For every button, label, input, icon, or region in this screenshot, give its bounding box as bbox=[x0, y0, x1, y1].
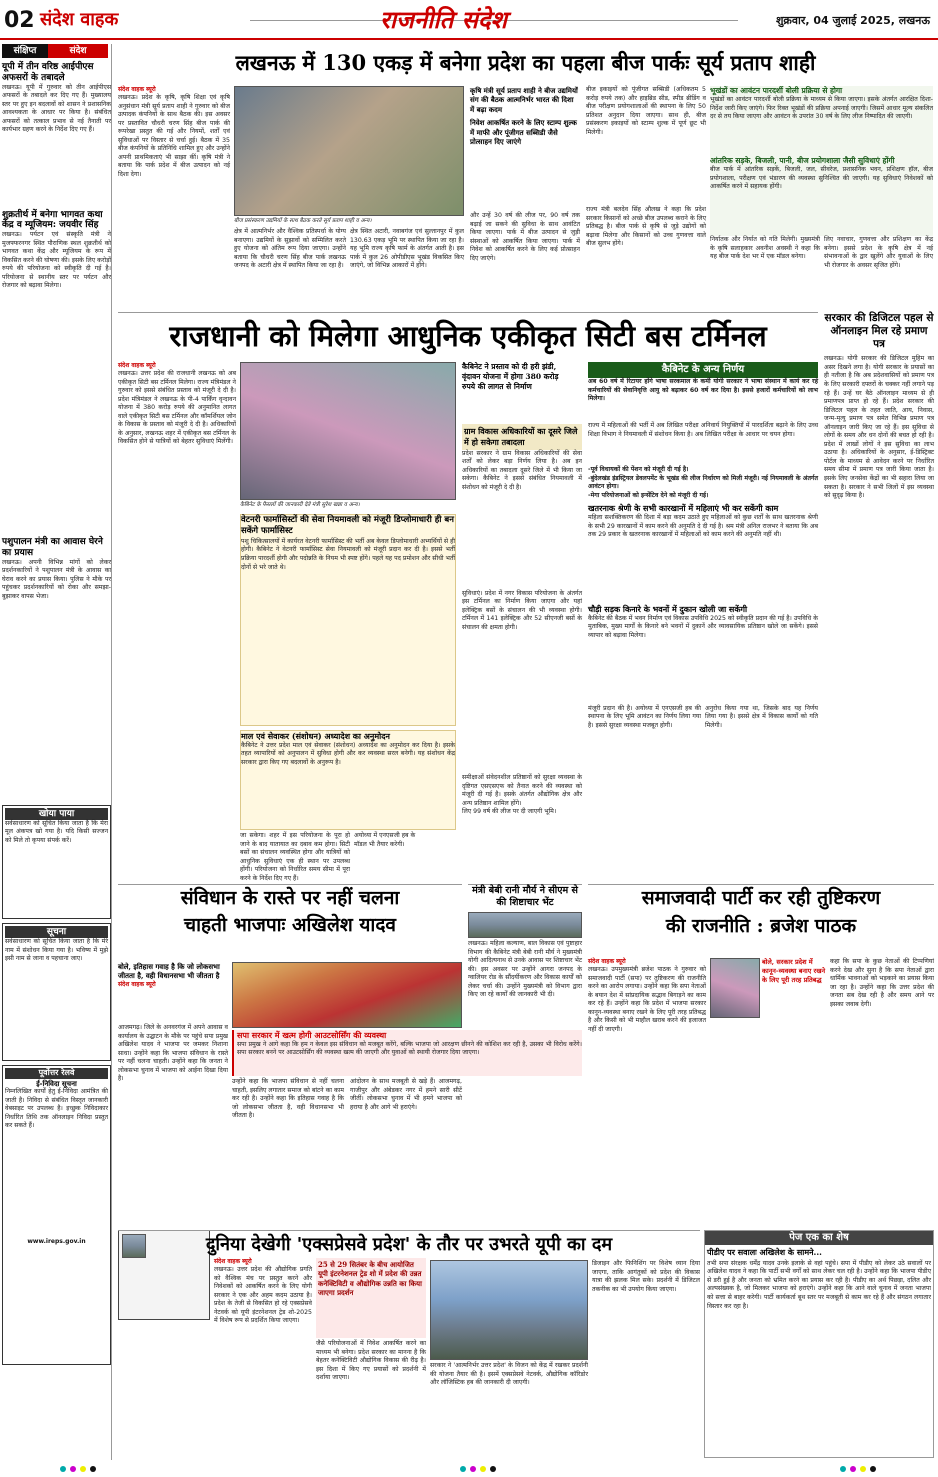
railway-tender-box bbox=[2, 1065, 111, 1365]
cabinet-p2: राज्य में महिलाओं की भर्ती में अब लिखित परीक्षा अनिवार्य नियुक्तियों में पारदर्शिता बढ़ाने के लिए उच्च शिक्षा विभाग ने नियमावली में संशोधन किया है। अब लिखित परीक्षा के आधार पर चयन होगा। bbox=[588, 422, 820, 438]
pathak-byline: संदेश वाहक ब्यूरो bbox=[588, 958, 626, 965]
reg-dot-cyan bbox=[60, 1466, 66, 1472]
story1-body6: राज्य मंत्री बलदेव सिंह औलख ने कहा कि प्रदेश सरकार किसानों को अच्छे बीज उपलब्ध कराने के लिए प्रतिबद्ध है। बीज पार्क से कृषि से जुड़े उद्योगों को बढ़ावा मिलेगा और किसानों को उच्च गुणवत्ता वाले बीज सुलभ होंगे। bbox=[586, 206, 708, 248]
expressway-headline: दुनिया देखेगी 'एक्सप्रेसवे प्रदेश' के तौर पर उभरते यूपी का दम bbox=[205, 1234, 613, 1255]
sidebox-2-body: बीज पार्क में आंतरिक सड़कें, बिजली, जल, सीवरेज, प्रशासनिक भवन, प्रशिक्षण हॉल, बीज प्रयोगशाला, परीक्षण एवं भंडारण की व्यवस्था सुनिश्चित की जाएगी। यह सुविधाएं निवेशकों को आकर्षित करने में सहायक होंगी। bbox=[710, 166, 935, 191]
reg-dot-magenta bbox=[70, 1466, 76, 1472]
story1-col2 bbox=[234, 228, 346, 308]
pathak-col1 bbox=[588, 958, 706, 1226]
story1-bullet-1: कृषि मंत्री सूर्य प्रताप शाही ने बीज उद्यमियों संग की बैठक आत्मनिर्भर भारत की दिशा में बढ़ा कदम bbox=[470, 86, 578, 114]
story1-headline: लखनऊ में 130 एकड़ में बनेगा प्रदेश का पहला बीज पार्कः सूर्य प्रताप शाही bbox=[235, 50, 816, 75]
story1-body5: बीज इकाइयों को पूंजीगत सब्सिडी (अधिकतम 5 करोड़ रुपये तक) और हाइब्रिड सीड, स्पीड ब्रीडिंग व बीज परीक्षण प्रयोगशालाओं की स्थापना के लिए 50 प्रतिशत अनुदान दिया जाएगा। साथ ही, बीज प्रसंस्करण इकाइयों को स्टाम्प शुल्क में पूर्ण छूट भी मिलेगी। bbox=[586, 86, 708, 136]
expressway-col4 bbox=[592, 1260, 700, 1458]
continued-subhead: पीडीए पर सवालः अखिलेश के सामने... bbox=[707, 1247, 822, 1257]
pharma-body: पशु चिकित्सालयों में कार्यरत वेटनरी फार्मासिस्ट की भर्ती अब केवल डिप्लोमाधारी अभ्यर्थियों से ही होगी। कैबिनेट ने वेटनरी फार्मासिस्ट सेवा नियमावली को मंजूरी प्रदान कर दी है। इससे भर्ती प्रक्रिया पारदर्शी होगी और पदोन्नति के नियम भी स्पष्ट होंगे। पहले यह पद प्रमोशन और सीधी भर्ती दोनों से भरे जाते थे। bbox=[241, 537, 457, 571]
akhilesh-headline-area bbox=[118, 884, 462, 960]
story2-body1: लखनऊ। उत्तर प्रदेश की राजधानी लखनऊ को अब एकीकृत सिटी बस टर्मिनल मिलेगा। राज्य मंत्रिमंडल ने गुरुवार को इससे संबंधित प्रस्ताव को मंजूरी दे दी है। प्रदेश मंत्रिमंडल ने लखनऊ के पी-4 पार्किंग वृन्दावन योजना में 380 करोड़ रुपये की अनुमानित लागत वाले एकीकृत सिटी बस टर्मिनल और कॉमर्शियल जोन के विकास के प्रस्ताव को मंजूरी दे दी है। अधिकारियों के अनुसार, लखनऊ शहर में एकीकृत बस टर्मिनल के विकसित होने से यात्रियों को बेहतर सुविधाएं मिलेंगी। bbox=[118, 370, 238, 446]
pathak-headline-2: की राजनीति : ब्रजेश पाठक bbox=[665, 914, 857, 937]
cabinet-p6: महिला सशक्तिकरण की दिशा में बड़ा कदम उठाते हुए महिलाओं को कुछ शर्तों के साथ खतरनाक श्रेणी के सभी 29 कारखानों में काम करने की अनुमति दे दी गई है। श्रम मंत्री अनिल राजभर ने बताया कि अब तक 29 प्रकार के खतरनाक कारखानों में महिलाओं को काम करने की अनुमति नहीं थी। bbox=[588, 513, 820, 539]
pathak-quote: बोले, सरकार प्रदेश में कानून-व्यवस्था बनाए रखने के लिए पूरी तरह प्रतिबद्ध bbox=[762, 958, 826, 984]
story1-body3: क्षेत्र स्थित अटारी, नवाबगंज एवं सुल्तानपुर में कुल 130.63 एकड़ भूमि पर स्थापित किया जा रहा है। यह भूमि राज्य कृषि फार्म के अंतर्गत आती है। इस पार्क में कुल 26 ओपीडीएस भूखंड विकसित किए जाएंगे, जो विभिन्न आकारों में होंगे। bbox=[350, 228, 466, 270]
brief-1-headline: यूपी में तीन वरिष्ठ आईपीएस अफसरों के तबादले bbox=[2, 62, 94, 83]
expressway-body1: लखनऊ। उत्तर प्रदेश की औद्योगिक प्रगति को वैश्विक मंच पर प्रस्तुत करने और निवेशकों को आकर्षित करने के लिए योगी सरकार ने एक और अहम कदम उठाया है। प्रदेश के तेजी से विकसित हो रहे एक्सप्रेसवे नेटवर्क को यूपी इंटरनेशनल ट्रेड शो-2025 में विशेष रूप से प्रदर्शित किया जाएगा। bbox=[214, 1266, 314, 1325]
expressway-col1 bbox=[214, 1258, 312, 1458]
brand-name: संदेश वाहक bbox=[40, 9, 119, 30]
reg-dot-black-2 bbox=[490, 1466, 496, 1472]
akhilesh-headline-1: संविधान के रास्ते पर नहीं चलना bbox=[180, 887, 400, 909]
akhilesh-col1 bbox=[118, 1024, 228, 1226]
brief-tag bbox=[2, 44, 111, 58]
story1-col5 bbox=[586, 86, 706, 308]
akhilesh-col2 bbox=[232, 1078, 344, 1184]
gram-body2: समीक्षाओं संवेदनशील प्रतिष्ठानों को सुरक्षा व्यवस्था के दृष्टिगत एसएसएफ को तैनात करने की व्यवस्था को मंजूरी दी गई है। इसके अंतर्गत औद्योगिक क्षेत्र और अन्य प्रतिष्ठान शामिल होंगे। bbox=[462, 774, 584, 807]
pathak-photo bbox=[710, 958, 760, 1018]
expressway-col3 bbox=[430, 1362, 588, 1458]
story1-photo bbox=[234, 86, 464, 216]
cabinet-p6-head: खतरनाक श्रेणी के सभी कारखानों में महिलाएं भी कर सकेंगी काम bbox=[588, 503, 779, 514]
story1-bullet-2: निवेश आकर्षित करने के लिए स्टाम्प शुल्क में माफी और पूंजीगत सब्सिडी जैसे प्रोत्साहन दिए जाएंगे bbox=[470, 118, 577, 147]
story2-col2b bbox=[240, 832, 350, 880]
sidebox-1-body: भूखंडों का आवंटन पारदर्शी बोली प्रक्रिया के माध्यम से किया जाएगा। इसके अंतर्गत आरक्षित दिशा-निर्देश जारी किए जाएंगे। फिर रिक्त भूखंडों की प्रक्रिया अपनाई जाएगी। जिसमें आधार मूल्य संकलित दर से तय किया जाएगा और आवंटन के उपरांत 30 वर्ष के लिए लीज निष्पादित की जाएगी। bbox=[710, 96, 935, 121]
reg-dot-black-3 bbox=[870, 1466, 876, 1472]
pharma-headline: वेटनरी फार्मासिस्टों की सेवा नियमावली को मंजूरी डिप्लोमाधारी ही बन सकेंगे फार्मासिस्ट bbox=[241, 515, 455, 537]
baby-photo bbox=[468, 912, 582, 938]
brief-tag-1: संक्षिप्त bbox=[2, 44, 48, 58]
reg-dot-yellow-2 bbox=[480, 1466, 486, 1472]
akhilesh-headline-2: चाहती भाजपाः अखिलेश यादव bbox=[184, 913, 396, 936]
story2-headline: राजधानी को मिलेगा आधुनिक एकीकृत सिटी बस टर्मिनल bbox=[169, 319, 767, 353]
outsourcing-headline: सपा सरकार में खत्म होगी आउटसोर्सिंग की व्यवस्था bbox=[237, 1030, 387, 1040]
story2-bullet bbox=[462, 362, 570, 422]
story2-bottom: मॉडल भी तैयार करेगी। bbox=[354, 840, 405, 848]
pathak-body1: लखनऊ। उपमुख्यमंत्री ब्रजेश पाठक ने गुरुवार को समाजवादी पार्टी (सपा) पर तुष्टिकरण की राजनीति करने का आरोप लगाया। उन्होंने कहा कि सपा नेताओं के बयान देश में सांप्रदायिक सद्भाव बिगाड़ने का काम कर रहे हैं। उन्होंने कहा कि प्रदेश में भाजपा सरकार कानून-व्यवस्था बनाए रखने के लिए पूरी तरह प्रतिबद्ध है और किसी को भी माहौल खराब करने की इजाजत नहीं दी जाएगी। bbox=[588, 966, 708, 1033]
continued-box bbox=[704, 1230, 934, 1458]
cabinet-p7-head: चौड़ी सड़क किनारे के भवनों में दुकान खोली जा सकेंगी bbox=[588, 603, 748, 614]
brief-3-body: लखनऊ। अपनी विभिन्न मांगों को लेकर प्रदर्शनकारियों ने पशुपालन मंत्री के आवास का घेराव करने का प्रयास किया। पुलिस ने मौके पर पहुंचकर प्रदर्शनकारियों को रोका और समझा-बुझाकर वापस भेजा। bbox=[2, 558, 113, 600]
brief-tag-2: संदेश bbox=[48, 44, 108, 58]
akhilesh-bullet: बोले, इतिहास गवाह है कि जो लोकसभा जीतता है, वही विधानसभा भी जीतता है bbox=[118, 962, 220, 981]
brief-2-body: लखनऊ। पर्यटन एवं संस्कृति मंत्री ने मुजफ्फरनगर स्थित पौराणिक स्थल शुक्रतीर्थ को भागवत कथा केंद्र और म्यूजियम के रूप में विकसित करने की घोषणा की। इसके लिए करोड़ों रुपये की परियोजना को स्वीकृति दी गई है। परियोजना से स्थानीय स्तर पर पर्यटन और रोजगार को बढ़ावा मिलेगा। bbox=[2, 231, 113, 290]
railway-subtitle: ई-निविदा सूचना bbox=[36, 1078, 77, 1088]
reg-dot-yellow-3 bbox=[860, 1466, 866, 1472]
reg-dot-black bbox=[90, 1466, 96, 1472]
akhilesh-body2: उन्होंने कहा कि भाजपा संविधान से नहीं चलना चाहती, इसलिए लगातार समाज को बांटने का काम कर रही है। उन्होंने कहा कि इतिहास गवाह है कि जो लोकसभा जीतता है, वही विधानसभा भी जीतता है। bbox=[232, 1078, 346, 1120]
baby-body: लखनऊ। महिला कल्याण, बाल विकास एवं पुष्टाहार विभाग की कैबिनेट मंत्री बेबी रानी मौर्य ने मुख्यमंत्री योगी आदित्यनाथ से उनके आवास पर शिष्टाचार भेंट की। इस अवसर पर उन्होंने आगरा जनपद के ग्वालियर रोड के सौंदर्यीकरण और विकास कार्यों को लेकर चर्चा की। उन्होंने मुख्यमंत्री को विभाग द्वारा किए जा रहे कार्यों की जानकारी भी दी। bbox=[468, 940, 584, 999]
pathak-headline-area bbox=[588, 884, 934, 956]
digital-body: लखनऊ। योगी सरकार की डिजिटल मुहिम का असर दिखने लगा है। योगी सरकार के प्रयासों का ही नतीजा है कि अब प्रदेशवासियों को प्रमाण पत्र के लिए सरकारी दफ्तरों के चक्कर नहीं लगाने पड़ रहे हैं। उन्हें घर बैठे ऑनलाइन माध्यम से ही प्रमाणपत्र प्राप्त हो रहे हैं। प्रदेश सरकार की डिजिटल पहल के तहत जाति, आय, निवास, जन्म-मृत्यु प्रमाण पत्र समेत विभिन्न प्रमाण पत्र ऑनलाइन जारी किए जा रहे हैं। इस सुविधा से लोगों के समय और धन दोनों की बचत हो रही है। प्रदेश में लाखों लोगों ने इस सुविधा का लाभ उठाया है। अधिकारियों के अनुसार, ई-डिस्ट्रिक्ट पोर्टल के माध्यम से आवेदन करने पर निर्धारित समय सीमा में प्रमाण पत्र जारी किया जाता है। इसके लिए जनसेवा केंद्रों का भी सहारा लिया जा सकता है। सरकार ने सभी जिलों में इस व्यवस्था को सुदृढ़ किया है। bbox=[824, 355, 936, 500]
story2-col1 bbox=[118, 362, 236, 880]
akhilesh-col3 bbox=[350, 1078, 462, 1184]
digital-column bbox=[824, 312, 934, 880]
left-column bbox=[2, 44, 112, 1460]
reg-dot-cyan-3 bbox=[840, 1466, 846, 1472]
story2-body2: जा सकेगा। शहर में इस परियोजना के पूरा हो जाने के बाद यातायात का दबाव कम होगा। सिटी बसों का संचालन व्यवस्थित होगा और यात्रियों को आधुनिक सुविधाएं एक ही स्थान पर उपलब्ध होंगी। परियोजना को निर्धारित समय सीमा में पूरा करने के निर्देश दिए गए हैं। bbox=[240, 832, 352, 882]
story1-body2: क्षेत्र में आत्मनिर्भर और वैश्विक प्रतिस्पर्धा के योग्य बनाएगा। उद्यमियों के सुझावों को सम्मिलित करते हुए योजना को अंतिम रूप दिया जाएगा। उन्होंने बताया कि चौधरी चरण सिंह बीज पार्क लखनऊ जनपद के अटारी क्षेत्र में स्थापित किया जा रहा है। bbox=[234, 228, 348, 270]
cabinet-p7: कैबिनेट की बैठक में भवन निर्माण एवं विकास उपविधि 2025 को स्वीकृति प्रदान की गई है। उपविधि के मुताबिक, मुख्य मार्गों के किनारे बने भवनों में दुकानें और व्यावसायिक प्रतिष्ठान खोले जा सकेंगे। इससे व्यापार को बढ़ावा मिलेगा। bbox=[588, 614, 820, 639]
page-number: 02 bbox=[4, 8, 35, 33]
brief-2-headline: शुक्रतीर्थ में बनेगा भागवत कथा केंद्र व म्यूजियम: जयवीर सिंह bbox=[2, 209, 103, 231]
pathak-quote-box bbox=[762, 958, 826, 1018]
story1-body7: निर्यातक और निर्यात को गति मिलेगी। मुख्यमंत्री के कृषि सलाहकार अवनीश अवस्थी ने कहा कि यह बीज पार्क देश भर में एक मॉडल बनेगा। bbox=[710, 236, 822, 261]
gram-column bbox=[462, 424, 582, 772]
gram-body: प्रदेश सरकार ने ग्राम विकास अधिकारियों की सेवा शर्तों को लेकर बड़ा निर्णय लिया है। अब इन अधिकारियों का तबादला दूसरे जिले में भी किया जा सकेगा। कैबिनेट ने इससे संबंधित नियमावली में संशोधन को मंजूरी दे दी है। bbox=[462, 449, 584, 491]
lost-found-box bbox=[2, 805, 111, 919]
section-title: राजनीति संदेश bbox=[380, 5, 507, 34]
cabinet-p5: -मेगा परियोजनाओं को इन्सेंटिव देने को मंजूरी दी गई। bbox=[588, 491, 709, 499]
expressway-headline-area bbox=[118, 1230, 700, 1258]
expressway-bullet-box bbox=[316, 1258, 426, 1338]
akhilesh-body1: आजमगढ़। जिले के अनवरगंज में अपने आवास व कार्यालय के उद्घाटन के मौके पर पहुंचे सपा प्रमुख अखिलेश यादव ने भाजपा पर जमकर निशाना साधा। उन्होंने कहा कि भाजपा संविधान के रास्ते पर नहीं चलना चाहती। उन्होंने कहा कि जनता ने लोकसभा चुनाव में भाजपा को आईना दिखा दिया है। bbox=[118, 1024, 230, 1083]
pathak-col2 bbox=[830, 958, 934, 1226]
story2-body3: सुविधाएं। प्रदेश में नगर विकास परियोजना के अंतर्गत इस टर्मिनल का निर्माण किया जाएगा और यहां इलेक्ट्रिक बसों के संचालन की भी व्यवस्था होगी। टर्मिनल में 141 इलेक्ट्रिक और 52 सीएनजी बसों के संचालन की क्षमता होगी। bbox=[462, 589, 584, 631]
expressway-byline: संदेश वाहक ब्यूरो bbox=[214, 1258, 252, 1265]
story1-body4: और उन्हें 30 वर्ष की लीज पर, 90 वर्ष तक बढ़ाई जा सकने की सुविधा के साथ आवंटित किया जाएगा। पार्क में बीज उत्पादन से जुड़ी संस्थाओं को आकर्षित किया जाएगा। पार्क में निवेश को आकर्षित करने के लिए कई प्रोत्साहन दिए जाएंगे। bbox=[470, 212, 582, 262]
reg-dot-yellow bbox=[80, 1466, 86, 1472]
reg-dot-magenta-3 bbox=[850, 1466, 856, 1472]
continued-body: तभी सपा संरक्षक धर्मेंद्र यादव उनके इलाके से वहां पहुंचे। सपा में पीडीए को लेकर उठे सवालों पर अखिलेश यादव ने कहा कि पार्टी सभी वर्गों को साथ लेकर चल रही है। उन्होंने कहा कि भाजपा पीडीए से डरी हुई है और जनता को भ्रमित करने का प्रयास कर रही है। पीडीए का अर्थ पिछड़ा, दलित और अल्पसंख्यक है, जो मिलकर भाजपा को हराएंगे। उन्होंने कहा कि आने वाले चुनाव में जनता भाजपा को सत्ता से बाहर करेगी। पार्टी कार्यकर्ता बूथ स्तर पर मजबूती से काम कर रहे हैं और संगठन लगातार विस्तार कर रहा है। bbox=[707, 1259, 933, 1310]
gram-body2-col bbox=[462, 774, 582, 880]
sidebox-1-headline: भूखंडों का आवंटन पारदर्शी बोली प्रक्रिया से होगा bbox=[710, 86, 843, 95]
story2-headline-area bbox=[118, 312, 818, 360]
expressway-bullet: 25 से 29 सितंबर के बीच आयोजित यूपी इंटरनेशनल ट्रेड शो में प्रदेश की उन्नत कनेक्टिविटी व औद्योगिक उन्नति का किया जाएगा प्रदर्शन bbox=[318, 1260, 422, 1298]
story1-bullets bbox=[470, 86, 580, 212]
cabinet-column bbox=[588, 362, 821, 880]
story1-caption: बीज प्रसंस्करण उद्यमियों के साथ बैठक करते सूर्य प्रताप शाही व अन्य। bbox=[234, 218, 372, 224]
pathak-headline-1: समाजवादी पार्टी कर रही तुष्टिकरण bbox=[641, 887, 881, 909]
brief-1-body: लखनऊ। यूपी में गुरुवार को तीन आईपीएस अफसरों के तबादले कर दिए गए हैं। मुख्यालय स्तर पर हुए इन बदलावों को शासन ने प्रशासनिक आवश्यकता के आधार पर किया है। संबंधित अफसरों को तत्काल प्रभाव से नई तैनाती पर कार्यभार ग्रहण करने के निर्देश दिए गए हैं। bbox=[2, 83, 113, 134]
expressway-col2 bbox=[316, 1340, 426, 1458]
notice-box bbox=[2, 923, 111, 1061]
cabinet-title: कैबिनेट के अन्य निर्णय bbox=[588, 362, 818, 378]
baby-col bbox=[468, 940, 582, 1028]
cabinet-cols bbox=[588, 705, 818, 731]
expressway-photo bbox=[430, 1260, 588, 1360]
outsourcing-body: सपा प्रमुख ने आगे कहा कि हम न केवल इस संविधान को मजबूत करेंगे, बल्कि भाजपा जो आरक्षण छीनने की कोशिश कर रही है, उसका भी विरोध करेंगे। सपा सरकार बनने पर आउटसोर्सिंग की व्यवस्था खत्म की जाएगी और युवाओं को स्थायी रोजगार दिया जाएगा। bbox=[237, 1040, 584, 1057]
baby-headline: मंत्री बेबी रानी मौर्य ने सीएम से की शिष्टाचार भेंट bbox=[472, 885, 578, 909]
gst-headline: माल एवं सेवाकर (संशोधन) अध्यादेश का अनुमोदन bbox=[241, 731, 390, 741]
lost-found-body: सर्वसाधारण को सूचित किया जाता है कि मेरा मूल अंकपत्र खो गया है। यदि किसी सज्जन को मिले तो कृपया संपर्क करें। bbox=[5, 819, 110, 845]
masthead bbox=[0, 0, 938, 40]
expressway-body2: जैसे परियोजनाओं में निवेश आकर्षित करने का माध्यम भी बनेगा। प्रदेश सरकार का मानना है कि बेहतर कनेक्टिविटी औद्योगिक विकास की रीढ़ है। इस दिशा में किए गए प्रयासों को प्रदर्शनी में दर्शाया जाएगा। bbox=[316, 1340, 428, 1382]
story2-byline: संदेश वाहक ब्यूरो bbox=[118, 362, 156, 369]
expressway-body4: डिजाइन और फिनिशिंग पर विशेष ध्यान दिया जाएगा, ताकि आगंतुकों को प्रदेश की विकास यात्रा की झलक मिल सके। प्रदर्शनी में डिजिटल तकनीक का भी उपयोग किया जाएगा। bbox=[592, 1260, 702, 1293]
railway-website: www.ireps.gov.in bbox=[27, 1238, 86, 1246]
sidebox-2-headline: आंतरिक सड़के, बिजली, पानी, बीज प्रयोगशाला जैसी सुविधाएं होंगी bbox=[710, 156, 895, 166]
gst-body: कैबिनेट ने उत्तर प्रदेश माल एवं सेवाकर (संशोधन) अध्यादेश का अनुमोदन कर दिया है। इसके तहत व्यापारियों को अनुपालन में सुविधा होगी और कर व्यवस्था सरल बनेगी। यह संशोधन केंद्र सरकार द्वारा किए गए बदलावों के अनुरूप है। bbox=[241, 741, 457, 766]
notice-title: सूचना bbox=[5, 926, 108, 938]
akhilesh-body3: आंदोलन के साथ मजबूती से खड़े हैं। आजमगढ़, गाजीपुर और अंबेडकर नगर में हमने सारी सीटें जीतीं। लोकसभा चुनाव में भी हमने भाजपा को हराया है और आगे भी हराएंगे। bbox=[350, 1078, 464, 1111]
story1-col6 bbox=[710, 236, 820, 308]
story1-body8: लिए नवाचार, गुणवत्ता और प्रशिक्षण का केंद्र बनेगा। इससे प्रदेश के कृषि क्षेत्र में नई संभावनाओं के द्वार खुलेंगे और युवाओं के लिए भी रोजगार के अवसर सृजित होंगे। bbox=[824, 236, 935, 269]
cabinet-p8: मंजूरी प्रदान की है। अयोध्या में एनएसजी हब की स्थापना के लिए भूमि आवंटन का निर्णय लिया गया है। इससे सुरक्षा व्यवस्था मजबूत होगी। bbox=[588, 704, 703, 729]
cabinet-p3: -पूर्व विधायकों की पेंशन को मंजूरी दी गई है। bbox=[588, 466, 689, 473]
digital-headline: सरकार की डिजिटल पहल से ऑनलाइन मिल रहे प्रमाण पत्र bbox=[824, 312, 934, 351]
cabinet-p9: अनुरोध किया गया था, जिसके बाद यह निर्णय लिया गया है। इससे क्षेत्र में विकास कार्यों को गति मिलेगी। bbox=[705, 704, 820, 729]
story1-col7 bbox=[824, 236, 933, 308]
cabinet-p4: -बुंदेलखंड इंडस्ट्रियल डेवलपमेंट के भूखंड की लीज निर्धारण को मिली मंजूरी। नई नियमावली के अंतर्गत आवंटन होगा। bbox=[588, 474, 821, 491]
railway-body: निम्नलिखित कार्यों हेतु ई-निविदा आमंत्रित की जाती है। निविदा से संबंधित विस्तृत जानकारी वेबसाइट पर उपलब्ध है। इच्छुक निविदाकार निर्धारित तिथि तक ऑनलाइन निविदा प्रस्तुत कर सकते हैं। bbox=[5, 1088, 110, 1130]
story2-ayodhya-text: अयोध्या में एनएसजी हब के bbox=[354, 832, 416, 839]
expressway-body3: सरकार ने 'आत्मनिर्भर उत्तर प्रदेश' के विजन को केंद्र में रखकर प्रदर्शनी की योजना तैयार की है। इसमें एक्सप्रेसवे नेटवर्क, औद्योगिक कॉरिडोर और लॉजिस्टिक हब की जानकारी दी जाएगी। bbox=[430, 1362, 590, 1387]
story2-photo bbox=[240, 362, 456, 500]
story2-ayodhya bbox=[354, 832, 456, 880]
reg-dot-cyan-2 bbox=[460, 1466, 466, 1472]
story1-col1 bbox=[118, 86, 230, 308]
railway-title: पूर्वोत्तर रेलवे bbox=[5, 1068, 108, 1079]
registration-strip bbox=[0, 1462, 938, 1477]
story1-col3 bbox=[350, 228, 464, 308]
cabinet-p1: अब 60 वर्ष में रिटायर होंगे भाषा सरकमाल के कर्मी योगी सरकार ने भाषा संस्थान में कार्य कर रहे कर्मचारियों की सेवानिवृत्ति आयु को बढ़ाकर 60 वर्ष कर दिया है। इससे हजारों कर्मचारियों को लाभ मिलेगा। bbox=[588, 378, 821, 403]
gst-box bbox=[240, 730, 456, 830]
gram-headline: ग्राम विकास अधिकारियों का दूसरे जिले में हो सकेगा तबादला bbox=[462, 424, 582, 450]
reg-dot-magenta-2 bbox=[470, 1466, 476, 1472]
story1-col4 bbox=[470, 212, 580, 308]
story1-body1: लखनऊ। प्रदेश के कृषि, कृषि शिक्षा एवं कृषि अनुसंधान मंत्री सूर्य प्रताप शाही ने गुरुवार को बीज उत्पादक कंपनियों के साथ बैठक की। इस अवसर पर प्रस्तावित चौधरी चरण सिंह बीज पार्क की रूपरेखा प्रस्तुत की गई और नियमों, शर्तों एवं सुविधाओं पर विस्तार से चर्चा हुई। बैठक में 35 बीज कंपनियों के प्रतिनिधि शामिल हुए और उन्होंने अपनी प्राथमिकताएं भी साझा कीं। कृषि मंत्री ने बताया कि पार्क प्रदेश में बीज उत्पादन को नई दिशा देगा। bbox=[118, 94, 232, 179]
brief-3-headline: पशुपालन मंत्री का आवास घेरने का प्रयास bbox=[2, 537, 103, 558]
issue-date: शुक्रवार, 04 जुलाई 2025, लखनऊ bbox=[775, 14, 930, 27]
story1-byline: संदेश वाहक ब्यूरो bbox=[118, 86, 156, 93]
notice-body: सर्वसाधारण को सूचित किया जाता है कि मेरे नाम में संशोधन किया गया है। भविष्य में मुझे इसी नाम से जाना व पहचाना जाए। bbox=[5, 938, 110, 963]
pharma-box bbox=[240, 514, 456, 726]
story1-headline-area bbox=[118, 44, 933, 82]
story2-caption: कैबिनेट के फैसलों की जानकारी देते मंत्री सुरेश खन्ना व अन्य। bbox=[240, 502, 360, 508]
pathak-body2: कहा कि सपा के कुछ नेताओं की टिप्पणियां करने देख और सुना है कि सपा नेताओं द्वारा धार्मिक भावनाओं को भड़काने का प्रयास किया जा रहा है। उन्होंने कहा कि उत्तर प्रदेश की जनता सब देख रही है और समय आने पर इसका जवाब देगी। bbox=[830, 958, 936, 1008]
story2-bullet-text: कैबिनेट ने प्रस्ताव को दी हरी झंडी, वृंदावन योजना में होगा 380 करोड़ रुपये की लागत से निर्माण bbox=[462, 362, 559, 392]
akhilesh-photo bbox=[232, 962, 462, 1028]
ayodhya-lease: लिए 99 वर्ष की लीज पर दी जाएगी भूमि। bbox=[462, 808, 557, 816]
continued-title: पेज एक का शेष bbox=[705, 1231, 933, 1245]
akhilesh-byline: संदेश वाहक ब्यूरो bbox=[118, 980, 156, 988]
akhilesh-bullet-area bbox=[118, 962, 228, 1022]
story1-sidebox bbox=[710, 86, 933, 236]
lost-found-title: खोया पाया bbox=[5, 808, 108, 820]
outsourcing-box bbox=[232, 1030, 582, 1076]
